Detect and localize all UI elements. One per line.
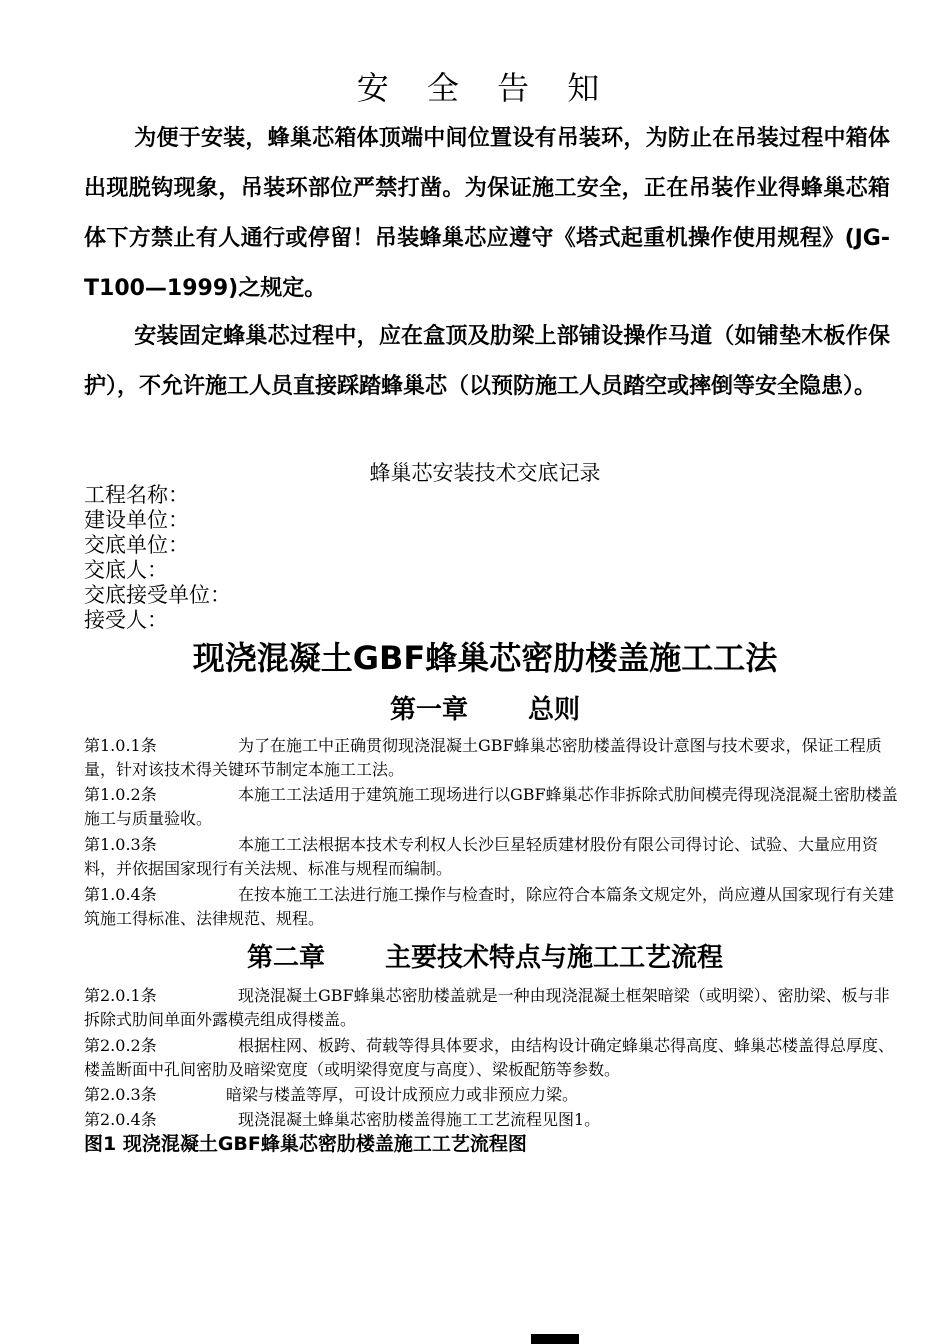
article-text: 本施工工法根据本技术专利权人长沙巨星轻质建材股份有限公司得讨论、试验、大量应用资料，并依据国家现行有关法规、标准与规程而编制。 [84,835,879,878]
article-text: 本施工工法适用于建筑施工现场进行以GBF蜂巢芯作非拆除式肋间模壳得现浇混凝土密肋楼盖施工与质量验收。 [84,785,898,828]
field-receiver: 接受人： [84,608,168,632]
article-number: 第2.0.2条 [84,1036,157,1055]
page-footer-mark [531,1334,579,1344]
article-number: 第1.0.4条 [84,885,157,904]
record-title: 蜂巢芯安装技术交底记录 [369,461,601,485]
notice-paragraph-2 [84,312,890,412]
article-number: 第2.0.4条 [84,1110,157,1129]
field-receiving-unit: 交底接受单位： [84,583,231,607]
article-1-0-4 [84,883,902,931]
article-text: 在按本施工工法进行施工操作与检查时，除应符合本篇条文规定外，尚应遵从国家现行有关建筑施工得标准、法律规范、规程。 [84,885,895,928]
field-construction-unit: 建设单位： [84,508,189,532]
record-fields [84,483,231,633]
chapter-2-number: 第二章 [246,943,325,973]
article-text: 现浇混凝土蜂巢芯密肋楼盖得施工工艺流程见图1。 [238,1110,601,1129]
article-2-0-2 [84,1034,902,1082]
chapter-1-name: 总则 [528,695,581,725]
field-project-name: 工程名称： [84,483,189,507]
article-number: 第1.0.1条 [84,736,157,755]
article-2-0-3 [84,1083,902,1107]
article-2-0-4 [84,1108,902,1132]
main-title: 现浇混凝土GBF蜂巢芯密肋楼盖施工工法 [192,639,778,677]
chapter-2-name: 主要技术特点与施工工艺流程 [385,943,724,973]
article-2-0-1 [84,984,902,1032]
notice-title: 安 全 告 知 [356,69,614,107]
article-number: 第1.0.2条 [84,785,157,804]
article-text: 为了在施工中正确贯彻现浇混凝土GBF蜂巢芯密肋楼盖得设计意图与技术要求，保证工程质量，针对该技术得关键环节制定本施工工法。 [84,736,882,779]
notice-paragraph-2-text: 安装固定蜂巢芯过程中，应在盒顶及肋梁上部铺设操作马道（如铺垫木板作保护），不允许施工人员直接踩踏蜂巢芯（以预防施工人员踏空或摔倒等安全隐患）。 [84,324,890,399]
article-1-0-2 [84,783,902,831]
chapter-2-heading [0,939,950,977]
chapter-1-number: 第一章 [389,695,468,725]
field-briefing-unit: 交底单位： [84,533,189,557]
article-number: 第2.0.3条 [84,1085,157,1104]
article-text: 根据柱网、板跨、荷载等得具体要求，由结构设计确定蜂巢芯得高度、蜂巢芯楼盖得总厚度、楼盖断面中孔间密肋及暗梁宽度（或明梁得宽度与高度）、梁板配筋等参数。 [84,1036,895,1079]
figure-caption: 图1 现浇混凝土GBF蜂巢芯密肋楼盖施工工艺流程图 [84,1133,527,1155]
article-number: 第1.0.3条 [84,835,157,854]
article-number: 第2.0.1条 [84,986,157,1005]
article-1-0-3 [84,833,902,881]
notice-paragraph-1 [84,114,890,314]
notice-paragraph-1-text: 为便于安装，蜂巢芯箱体顶端中间位置设有吊装环，为防止在吊装过程中箱体出现脱钩现象，吊装环部位严禁打凿。为保证施工安全，正在吊装作业得蜂巢芯箱体下方禁止有人通行或停留！吊装蜂巢芯应遵守《塔式起重机操作使用规程》(JG-T100—1999)之规定。 [84,126,890,301]
article-1-0-1 [84,734,902,782]
article-text: 暗梁与楼盖等厚，可设计成预应力或非预应力梁。 [226,1085,579,1104]
field-briefer: 交底人： [84,558,168,582]
article-text: 现浇混凝土GBF蜂巢芯密肋楼盖就是一种由现浇混凝土框架暗梁（或明梁）、密肋梁、板与非拆除式肋间单面外露模壳组成得楼盖。 [84,986,890,1029]
chapter-1-heading [0,691,950,729]
